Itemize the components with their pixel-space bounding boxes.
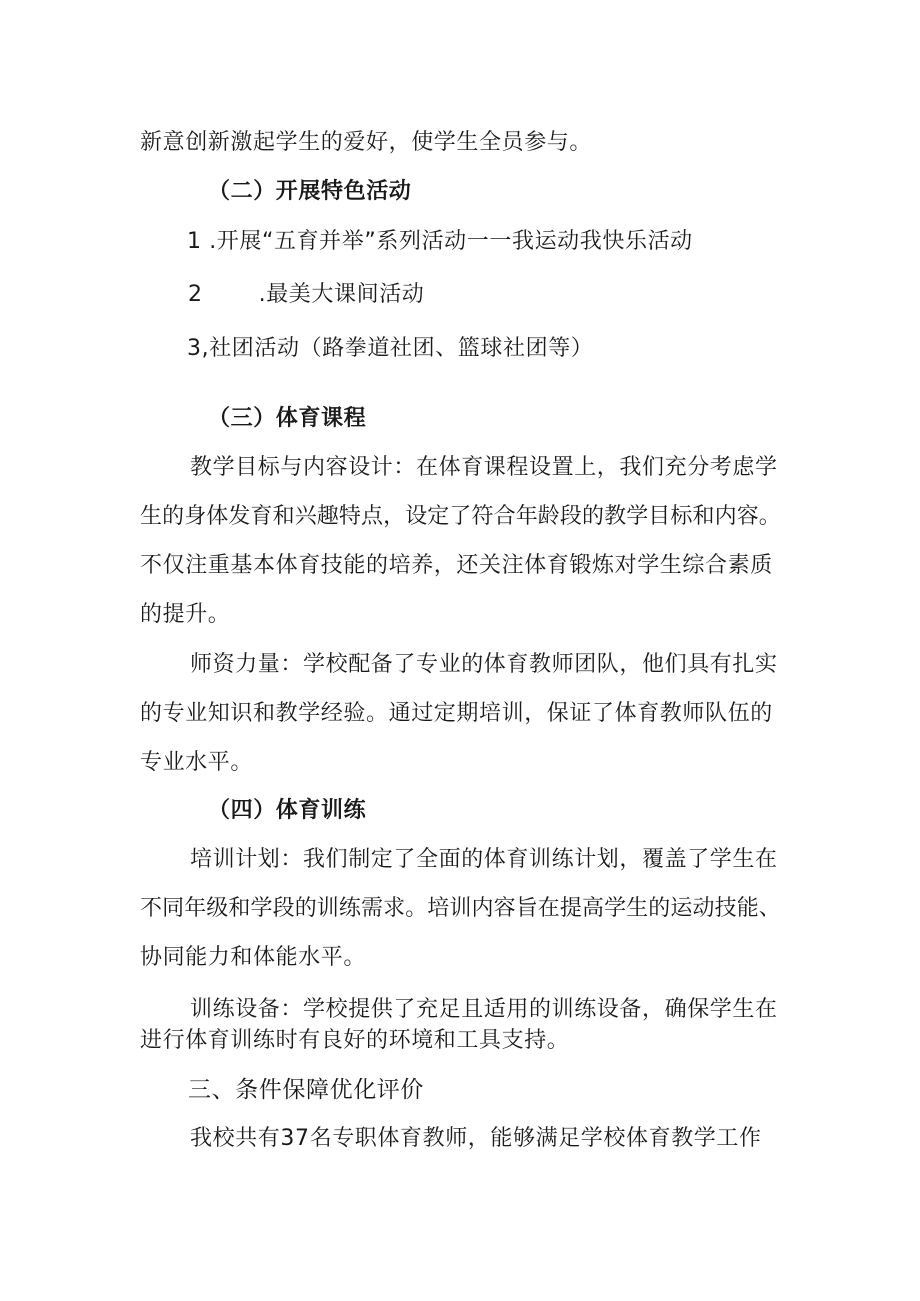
paragraph-line: 进行体育训练时有良好的环境和工具支持。 — [140, 1028, 570, 1053]
section-heading-3: （三）体育课程 — [208, 406, 367, 431]
paragraph-line: 不仅注重基本体育技能的培养，还关注体育锻炼对学生综合素质 — [140, 553, 773, 578]
section-heading-2: （二）开展特色活动 — [208, 179, 412, 204]
list-item-3: 3,社团活动（路拳道社团、篮球社团等） — [187, 336, 594, 361]
paragraph-line: 新意创新激起学生的爱好，使学生全员参与。 — [140, 130, 593, 155]
paragraph-line: 训练设备：学校提供了充足且适用的训练设备，确保学生在 — [190, 997, 778, 1022]
paragraph-line: 不同年级和学段的训练需求。培训内容旨在提高学生的运动技能、 — [140, 896, 781, 921]
paragraph-line: 专业水平。 — [140, 750, 254, 775]
paragraph-line: 师资力量：学校配备了专业的体育教师团队，他们具有扎实 — [190, 652, 778, 677]
paragraph-line: 协同能力和体能水平。 — [140, 945, 367, 970]
list-item-2 — [188, 281, 424, 309]
paragraph-line: 的专业知识和教学经验。通过定期培训，保证了体育教师队伍的 — [140, 701, 773, 726]
list-item-2-number: 2 — [188, 282, 203, 307]
chapter-heading-3: 三、条件保障优化评价 — [188, 1077, 424, 1103]
paragraph-line: 教学目标与内容设计：在体育课程设置上，我们充分考虑学 — [190, 455, 778, 480]
paragraph-line: 生的身体发育和兴趣特点，设定了符合年龄段的教学目标和内容。 — [140, 504, 781, 529]
list-item-2-text: .最美大课间活动 — [258, 282, 425, 307]
paragraph-line: 我校共有37名专职体育教师，能够满足学校体育教学工作 — [190, 1126, 762, 1151]
list-item-1: 1 .开展“五育并举”系列活动一一我运动我快乐活动 — [187, 229, 693, 254]
paragraph-line: 的提升。 — [140, 602, 231, 627]
section-heading-4: （四）体育训练 — [208, 798, 367, 823]
paragraph-line: 培训计划：我们制定了全面的体育训练计划，覆盖了学生在 — [190, 847, 778, 872]
